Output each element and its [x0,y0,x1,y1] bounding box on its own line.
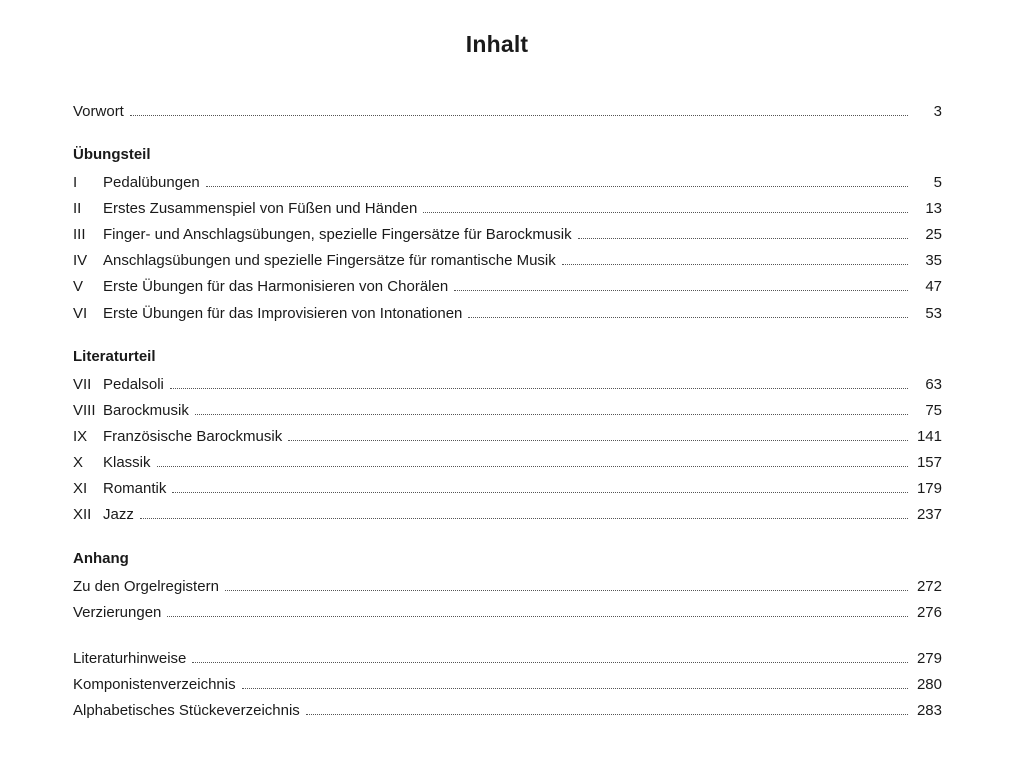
dot-leader [157,462,908,467]
dot-leader [167,612,908,617]
toc-entry-label: Finger- und Anschlagsübungen, spezielle Fingersätze für Barockmusik [103,226,572,243]
dot-leader [192,658,908,663]
toc-entry-label: Erste Übungen für das Harmonisieren von Chorälen [103,278,449,295]
toc-entry[interactable] [73,673,942,693]
toc-entry[interactable] [73,171,942,191]
toc-entry-page: 53 [925,305,942,322]
dot-leader [562,260,908,265]
toc-entry-label: Barockmusik [103,402,189,419]
toc-entry[interactable] [73,302,942,322]
toc-entry[interactable] [73,601,942,621]
chapter-number: I [73,174,78,191]
toc-entry[interactable] [73,197,942,217]
dot-leader [140,514,908,519]
toc-entry[interactable] [73,275,942,295]
dot-leader [130,111,908,116]
toc-entry-page: 47 [925,278,942,295]
page-title: Inhalt [465,31,529,57]
dot-leader [172,488,908,493]
toc-entry[interactable] [73,575,942,595]
toc-entry-page: 279 [916,650,942,667]
section-heading-uebungsteil: Übungsteil [73,146,151,163]
toc-entry-label: Romantik [103,480,167,497]
toc-entry-page: 276 [916,604,942,621]
toc-entry-page: 25 [925,226,942,243]
toc-entry-label: Komponistenverzeichnis [73,676,236,693]
toc-entry-page: 13 [925,200,942,217]
toc-entry[interactable] [73,373,942,393]
section-heading-literaturteil: Literaturteil [73,348,156,365]
toc-entry-label: Zu den Orgelregistern [73,578,219,595]
dot-leader [423,208,908,213]
chapter-number: IV [73,252,88,269]
toc-entry-page: 283 [916,702,942,719]
toc-entry[interactable] [73,503,942,523]
toc-entry-label: Pedalsoli [103,376,164,393]
chapter-number: VIII [73,402,96,419]
toc-entry-label: Erstes Zusammenspiel von Füßen und Händen [103,200,418,217]
chapter-number: XI [73,480,88,497]
toc-entry[interactable] [73,477,942,497]
toc-entry-label: Verzierungen [73,604,162,621]
toc-entry-vorwort[interactable] [73,100,942,120]
toc-entry[interactable] [73,249,942,269]
chapter-number: II [73,200,82,217]
chapter-number: IX [73,428,88,445]
toc-entry-label: Erste Übungen für das Improvisieren von Intonationen [103,305,463,322]
toc-entry-page: 63 [925,376,942,393]
dot-leader [225,586,908,591]
toc-entry-label: Pedalübungen [103,174,200,191]
chapter-number: V [73,278,84,295]
dot-leader [468,313,908,318]
dot-leader [170,384,908,389]
toc-entry[interactable] [73,425,942,445]
toc-entry-page: 157 [916,454,942,471]
toc-entry[interactable] [73,223,942,243]
dot-leader [206,182,908,187]
dot-leader [242,684,908,689]
toc-entry-label: Klassik [103,454,151,471]
toc-entry[interactable] [73,647,942,667]
toc-entry-page: 5 [933,174,942,191]
toc-entry[interactable] [73,699,942,719]
chapter-number: VI [73,305,88,322]
section-heading-anhang: Anhang [73,550,129,567]
toc-entry-label: Französische Barockmusik [103,428,283,445]
toc-entry-label: Alphabetisches Stückeverzeichnis [73,702,300,719]
toc-entry-page: 75 [925,402,942,419]
toc-entry[interactable] [73,451,942,471]
toc-entry-label: Anschlagsübungen und spezielle Fingersätze für romantische Musik [103,252,556,269]
chapter-number: VII [73,376,92,393]
toc-entry-page: 237 [916,506,942,523]
chapter-number: XII [73,506,92,523]
toc-entry-page: 141 [916,428,942,445]
chapter-number: III [73,226,86,243]
toc-entry-page: 272 [916,578,942,595]
toc-entry-page: 179 [916,480,942,497]
toc-entry-page: 3 [933,103,942,120]
toc-entry-page: 35 [925,252,942,269]
dot-leader [454,286,908,291]
chapter-number: X [73,454,84,471]
toc-entry-page: 280 [916,676,942,693]
toc-entry-label: Vorwort [73,103,124,120]
dot-leader [195,410,908,415]
dot-leader [288,436,908,441]
toc-entry[interactable] [73,399,942,419]
toc-entry-label: Literaturhinweise [73,650,187,667]
dot-leader [306,710,908,715]
toc-entry-label: Jazz [103,506,134,523]
dot-leader [578,234,908,239]
